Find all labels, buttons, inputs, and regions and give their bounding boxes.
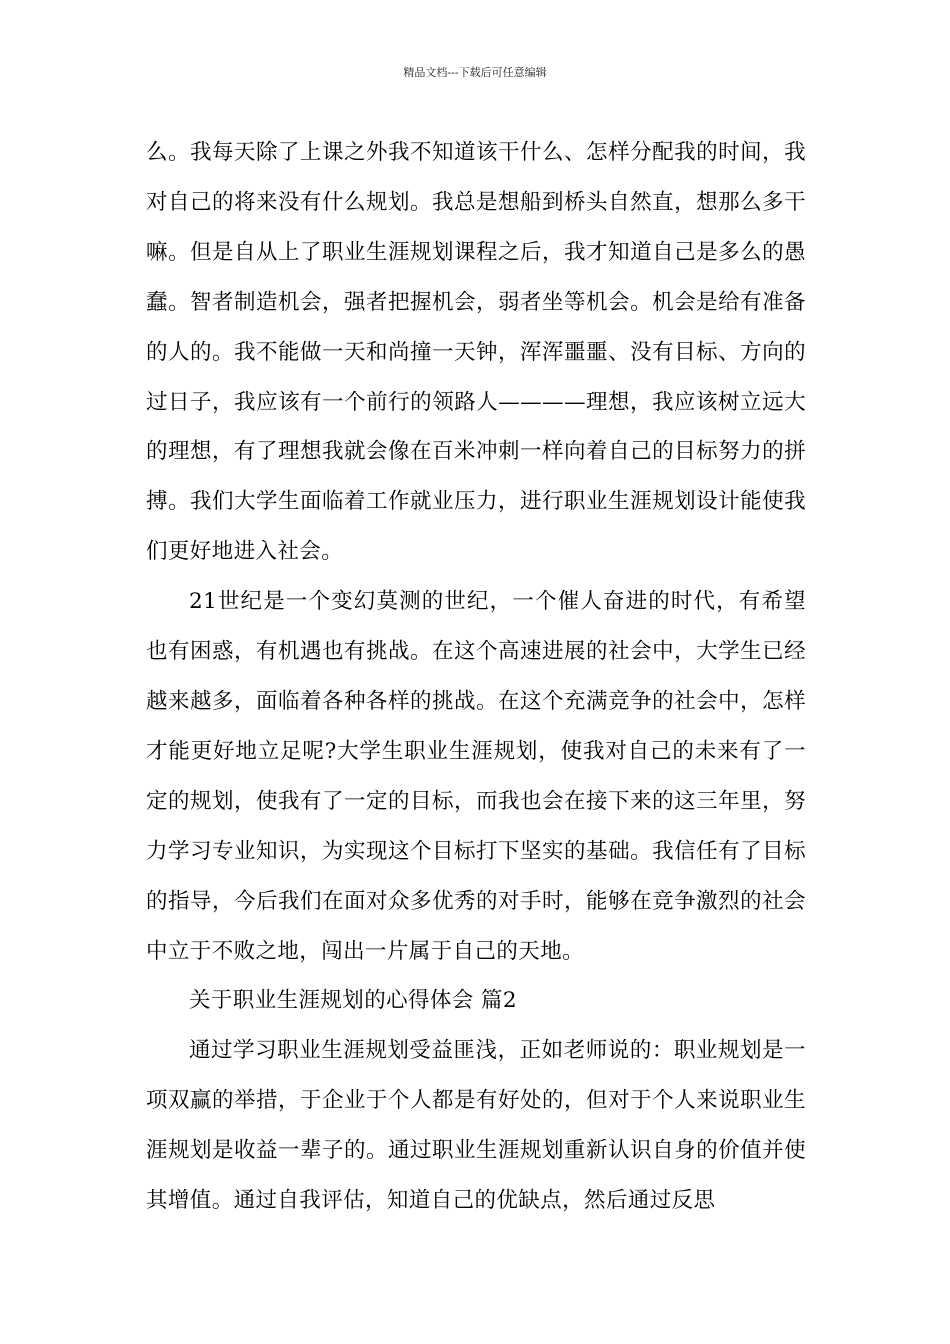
page-header: 精品文档---下载后可任意编辑 — [403, 66, 547, 79]
paragraph-21st-century: 21世纪是一个变幻莫测的世纪，一个催人奋进的时代，有希望也有困惑，有机遇也有挑战。在这个高速进展的社会中，大学生已经越来越多，面临着各种各样的挑战。在这个充满竞争的社会中，怎样才能更好地立足呢?大学生职业生涯规划，使我对自己的未来有了一定的规划，使我有了一定的目标，而我也会在接下来的这三年里，努力学习专业知识，为实现这个目标打下坚实的基础。我信任有了目标的指导，今后我们在面对众多优秀的对手时，能够在竞争激烈的社会中立于不败之地，闯出一片属于自己的天地。 — [146, 589, 806, 964]
paragraph-career-planning: 通过学习职业生涯规划受益匪浅，正如老师说的：职业规划是一项双赢的举措，于企业于个人都是有好处的，但对于个人来说职业生涯规划是收益一辈子的。通过职业生涯规划重新认识自身的价值并使其增值。通过自我评估，知道自己的优缺点，然后通过反思 — [146, 1038, 806, 1214]
document-body — [146, 128, 806, 1226]
paragraph-continuation: 么。我每天除了上课之外我不知道该干什么、怎样分配我的时间，我对自己的将来没有什么规划。我总是想船到桥头自然直，想那么多干嘛。但是自从上了职业生涯规划课程之后，我才知道自己是多么的愚蠢。智者制造机会，强者把握机会，弱者坐等机会。机会是给有准备的人的。我不能做一天和尚撞一天钟，浑浑噩噩、没有目标、方向的过日子，我应该有一个前行的领路人————理想，我应该树立远大的理想，有了理想我就会像在百米冲刺一样向着自己的目标努力的拼搏。我们大学生面临着工作就业压力，进行职业生涯规划设计能使我们更好地进入社会。 — [146, 140, 806, 565]
section-heading: 关于职业生涯规划的心得体会 篇2 — [189, 988, 517, 1014]
